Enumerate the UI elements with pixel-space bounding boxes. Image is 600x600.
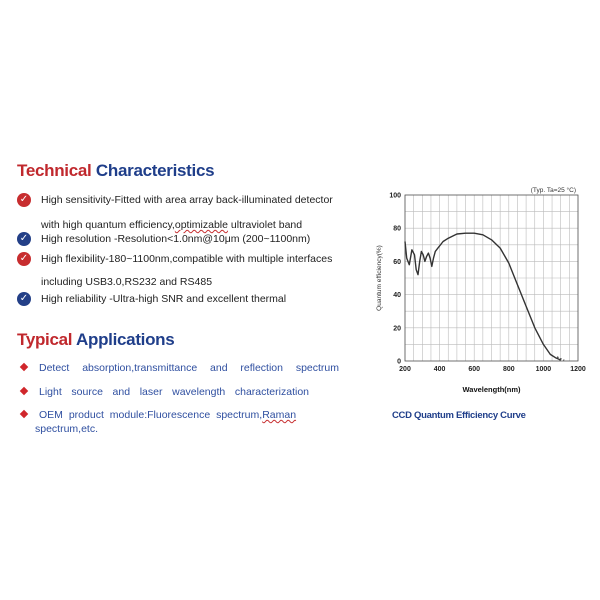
heading-word-applications: Applications — [76, 330, 175, 349]
feature-text: High reliability -Ultra-high SNR and excellent thermal — [41, 293, 287, 305]
feature-text: High sensitivity-Fitted with area array back-illuminated detector — [41, 194, 333, 206]
feature-text: High flexibility-180~1100nm,compatible with multiple interfaces — [41, 253, 333, 265]
x-tick-label: 1000 — [535, 366, 552, 373]
y-tick-label: 100 — [389, 192, 401, 200]
spell-underlined-word: optimizable — [174, 219, 228, 231]
quantum-efficiency-chart — [360, 180, 592, 398]
y-tick-label: 0 — [397, 358, 401, 366]
check-icon: ✓ — [17, 292, 31, 306]
feature-text: High resolution -Resolution<1.0nm@10μm (200~1100nm) — [41, 233, 311, 245]
technical-characteristics-heading — [17, 161, 214, 181]
typical-applications-heading — [17, 330, 174, 350]
x-axis-label: Wavelength(nm) — [462, 385, 521, 394]
application-text-continued: spectrum,etc. — [35, 423, 99, 435]
y-axis-label: Quantum efficiency(%) — [376, 245, 383, 311]
feature-text-part: ultraviolet band — [227, 219, 303, 231]
x-tick-label: 1200 — [570, 366, 586, 373]
heading-word-characteristics: Characteristics — [95, 161, 215, 180]
chart-annotation: (Typ. Ta=25 °C) — [530, 187, 576, 194]
diamond-icon — [20, 387, 28, 395]
chart-caption: CCD Quantum Efficiency Curve — [392, 410, 526, 421]
application-text: Light source and laser wavelength characterization — [39, 386, 309, 398]
application-text — [39, 408, 349, 422]
heading-word-technical: Technical — [17, 161, 92, 180]
y-tick-label: 60 — [393, 258, 401, 266]
check-icon: ✓ — [17, 232, 31, 246]
check-icon: ✓ — [17, 252, 31, 266]
spell-underlined-word: Raman — [262, 409, 297, 421]
x-tick-label: 800 — [502, 366, 515, 373]
application-text-part: OEM product module:Fluorescence spectrum, — [39, 409, 263, 421]
chart-svg — [360, 180, 592, 398]
x-tick-label: 400 — [433, 366, 446, 373]
application-text: Detect absorption,transmittance and reflection spectrum — [39, 362, 339, 374]
diamond-icon — [20, 410, 28, 418]
feature-text-continued: including USB3.0,RS232 and RS485 — [41, 276, 213, 288]
y-tick-label: 20 — [393, 325, 401, 333]
y-tick-label: 80 — [393, 225, 401, 233]
diamond-icon — [20, 363, 28, 371]
check-icon: ✓ — [17, 193, 31, 207]
y-tick-label: 40 — [393, 292, 401, 300]
heading-word-typical: Typical — [17, 330, 73, 349]
x-tick-label: 600 — [468, 366, 481, 373]
feature-text-part: with high quantum efficiency, — [41, 219, 175, 231]
x-tick-label: 200 — [399, 366, 411, 373]
